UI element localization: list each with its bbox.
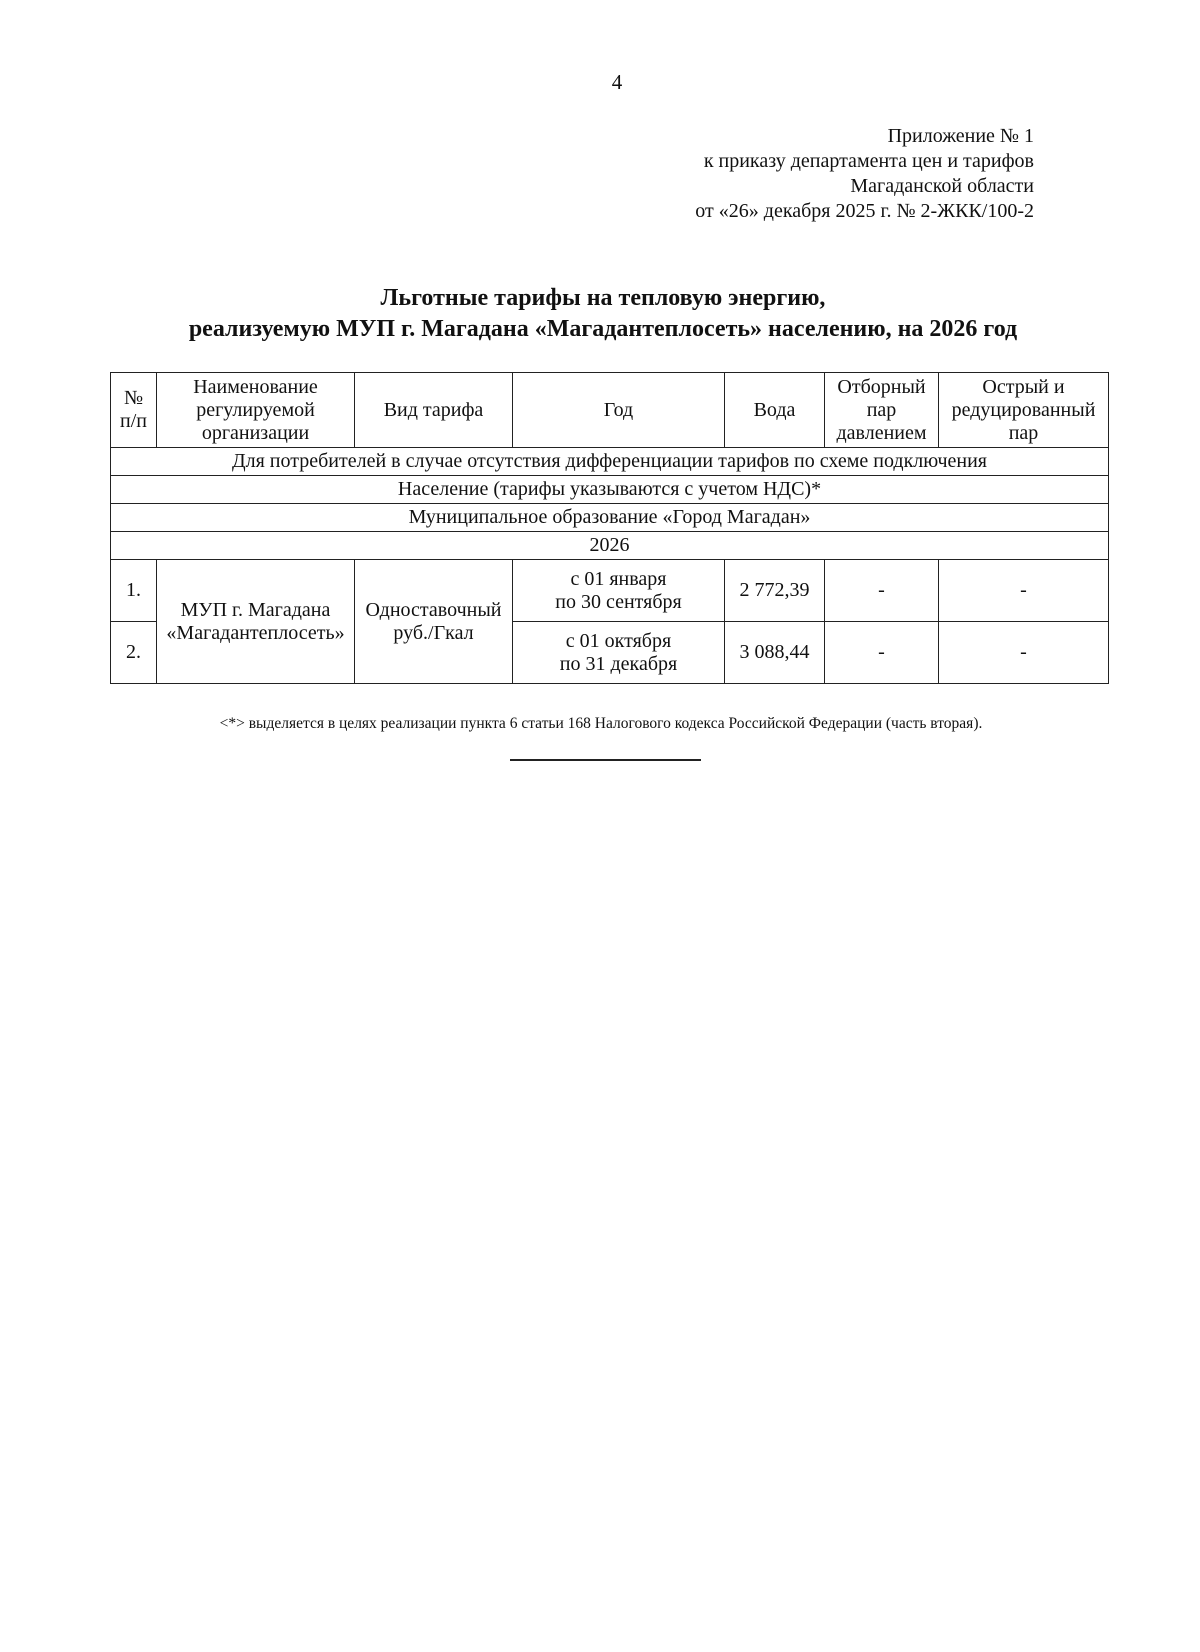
section-consumers: Для потребителей в случае отсутствия дифференциации тарифов по схеме подключения [111,448,1109,476]
section-population: Население (тарифы указываются с учетом НДС)* [111,476,1109,504]
document-title-line: Льготные тарифы на тепловую энергию, [380,285,826,311]
header-text: Отборный [837,375,926,398]
header-organization [157,373,355,448]
section-row [111,448,1109,476]
appendix-line: Приложение № 1 [887,125,1034,147]
header-selected-steam [825,373,939,448]
header-text: Наименование [193,375,318,398]
header-text: регулируемой [196,398,315,421]
page-number: 4 [611,70,623,94]
appendix-line: к приказу департамента цен и тарифов [703,150,1034,172]
tariff-type-line: руб./Гкал [393,621,474,644]
sharp-steam-tariff: - [939,560,1109,622]
header-text: № [123,387,144,409]
header-text: организации [201,421,310,444]
organization-name [157,560,355,684]
organization-line: МУП г. Магадана [180,598,331,621]
water-tariff: 2 772,39 [725,560,825,622]
organization-line: «Магадантеплосеть» [166,621,345,644]
section-row [111,504,1109,532]
section-municipality: Муниципальное образование «Город Магадан» [111,504,1109,532]
header-text: пар [1008,421,1039,444]
table-row [111,560,1109,622]
header-text: пар [866,398,897,421]
water-tariff: 3 088,44 [725,622,825,684]
selected-steam-tariff: - [825,560,939,622]
header-text: давлением [836,421,927,444]
end-rule [510,759,701,761]
appendix-line: от «26» декабря 2025 г. № 2-ЖКК/100-2 [695,200,1034,222]
row-number: 2. [111,622,157,684]
tariff-type-line: Одноставочный [365,598,502,621]
header-text: п/п [120,410,147,432]
footnote: <*> выделяется в целях реализации пункта 6 статьи 168 Налогового кодекса Российской Федерации (часть вторая). [219,715,983,732]
document-title [0,283,1200,345]
appendix-reference [695,124,1034,224]
header-tariff-type: Вид тарифа [355,373,513,448]
header-year: Год [513,373,725,448]
header-sharp-steam [939,373,1109,448]
table-header-row [111,373,1109,448]
period-line: по 31 декабря [559,652,678,675]
header-water: Вода [725,373,825,448]
selected-steam-tariff: - [825,622,939,684]
period-line: с 01 октября [565,629,672,652]
appendix-line: Магаданской области [850,175,1034,197]
row-number: 1. [111,560,157,622]
tariff-type [355,560,513,684]
period [513,560,725,622]
section-year: 2026 [111,532,1109,560]
sharp-steam-tariff: - [939,622,1109,684]
period-line: по 30 сентября [555,590,682,613]
section-row [111,476,1109,504]
period-line: с 01 января [570,567,667,590]
section-row [111,532,1109,560]
header-text: редуцированный [951,398,1096,421]
tariff-table [110,372,1109,684]
header-num [111,373,157,448]
period [513,622,725,684]
header-text: Острый и [982,375,1065,398]
document-title-line: реализуемую МУП г. Магадана «Магадантеплосеть» населению, на 2026 год [188,316,1018,342]
